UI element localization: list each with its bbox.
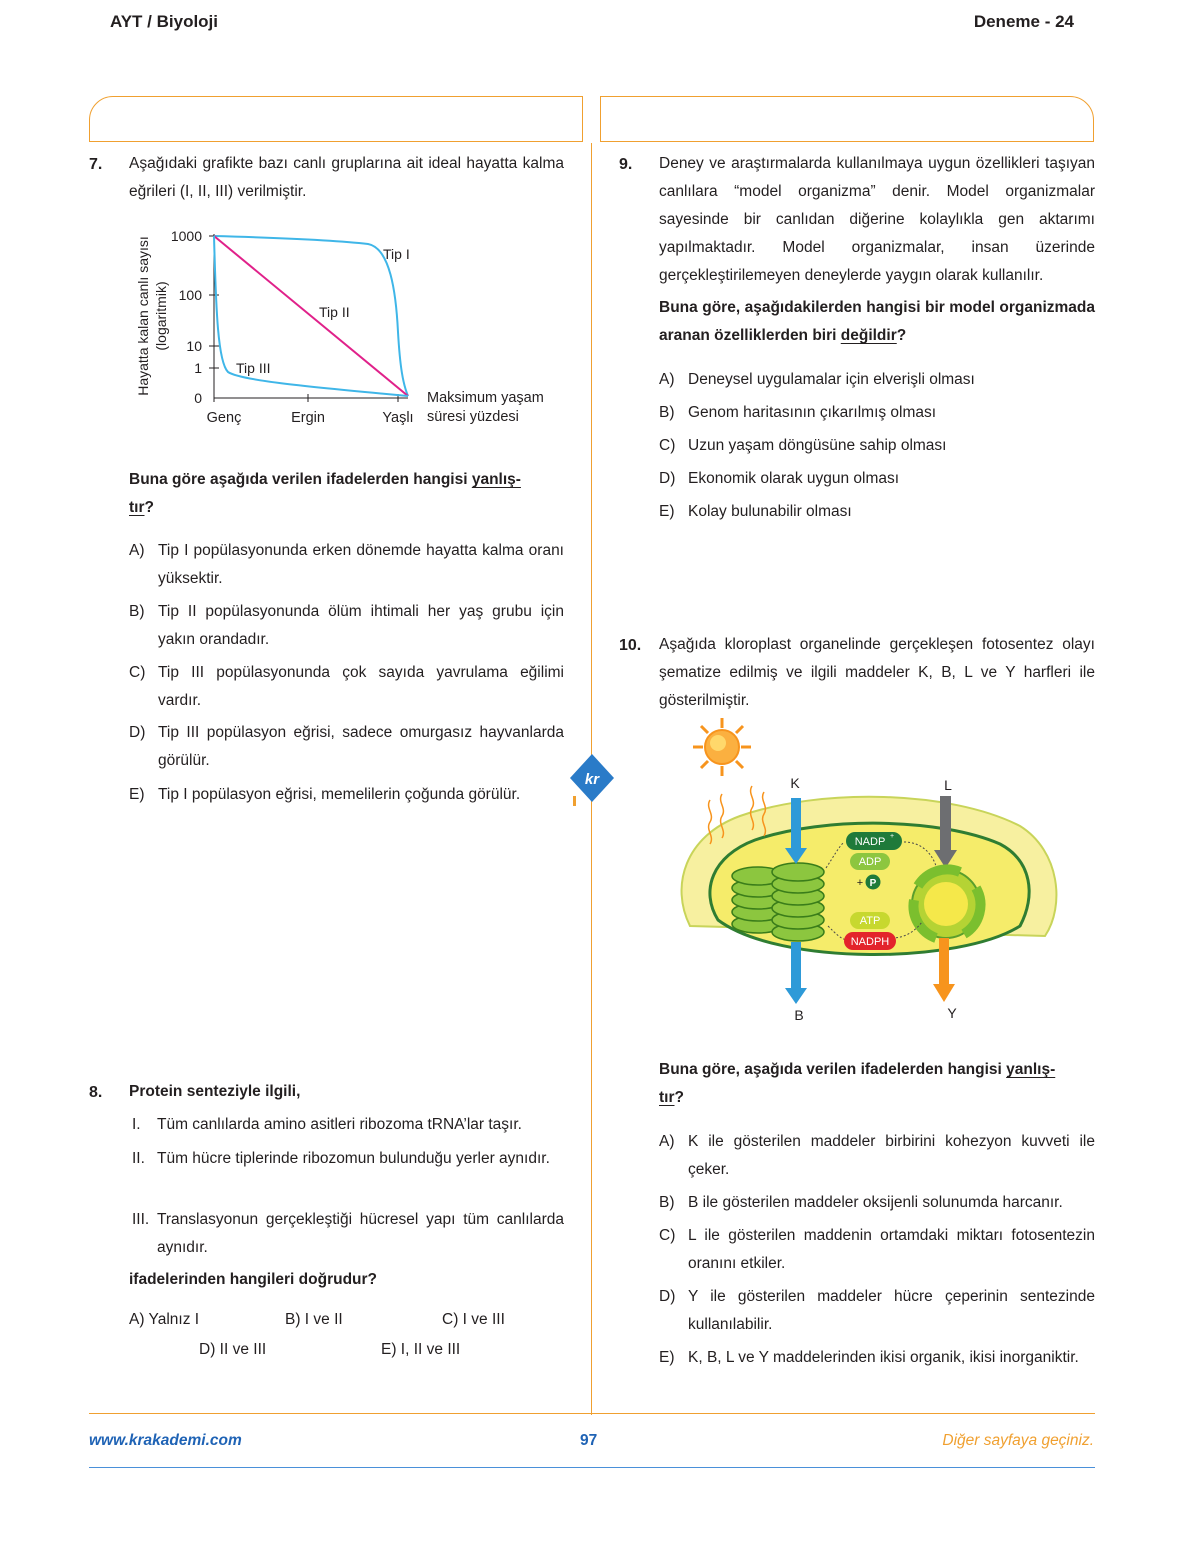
q10-question-u2: tır (659, 1089, 675, 1106)
q7-option-c-text: Tip III popülasyonunda çok sayıda yavrulama eğilimi vardır. (158, 664, 564, 709)
q7-question-pre: Buna göre aşağıda verilen ifadelerden hangisi (129, 471, 472, 488)
q7-option-a-letter: A) (129, 542, 145, 559)
q8-option-a[interactable]: A) Yalnız I (129, 1311, 200, 1328)
q8-item-1-letter: I. (132, 1116, 141, 1133)
q8-option-e[interactable]: E) I, II ve III (381, 1341, 461, 1358)
q10-option-d[interactable] (659, 1283, 1095, 1338)
grana-stack-right (772, 863, 824, 941)
y-tick-label: 100 (178, 287, 202, 303)
label-tip-3: Tip III (236, 360, 271, 376)
q7-stem: Aşağıdaki grafikte bazı canlı gruplarına ait ideal hayatta kalma eğrileri (I, II, III) verilmiştir. (129, 155, 564, 200)
q7-option-e-text: Tip I popülasyon eğrisi, memelilerin çoğunda görülür. (158, 786, 521, 803)
q10-option-a-letter: A) (659, 1133, 675, 1150)
q8-stem: Protein senteziyle ilgili, (129, 1083, 301, 1100)
q7-question-u2: tır (129, 499, 145, 516)
q10-option-a-text: K ile gösterilen maddeler birbirini kohezyon kuvveti ile çeker. (688, 1133, 1095, 1178)
q8-item-1 (132, 1111, 564, 1139)
q9-option-d[interactable] (659, 465, 1095, 493)
q8-option-c[interactable]: C) I ve III (442, 1311, 505, 1328)
q9-option-b-text: Genom haritasının çıkarılmış olması (688, 404, 937, 421)
label-k: K (790, 775, 800, 791)
q9-question-end: ? (896, 327, 907, 344)
q10-option-c-letter: C) (659, 1227, 676, 1244)
q10-question-end: ? (674, 1089, 684, 1106)
q8-option-b[interactable]: B) I ve II (285, 1311, 343, 1328)
q10-option-b-letter: B) (659, 1194, 675, 1211)
xlabel-line2: süresi yüzdesi (427, 409, 519, 425)
q7-option-e[interactable] (129, 781, 569, 809)
page-number: 97 (580, 1432, 598, 1449)
adp-label: ADP (858, 856, 882, 868)
q9-option-c-text: Uzun yaşam döngüsüne sahip olması (688, 437, 947, 454)
q9-option-e-text: Kolay bulunabilir olması (688, 503, 852, 520)
y-tick-label: 1000 (170, 228, 202, 244)
y-tick-label: 0 (194, 390, 202, 406)
q9-stem: Deney ve araştırmalarda kullanılmaya uygun özellikleri taşıyan canlılara “model organizma” denir. Model organizmalar sayesinde bir canlıdan diğerine kolaylıkla gen aktarımı yapılmaktadır. Model organizmalar, insan üzerinde gerçekleştirilemeyen deneylerde yaygın olarak kullanılır. (659, 155, 1095, 284)
q8-item-2 (132, 1145, 564, 1173)
q9-option-a-text: Deneysel uygulamalar için elverişli olması (688, 371, 975, 388)
q7-number: 7. (89, 156, 103, 173)
q8-item-1-text: Tüm canlılarda amino asitleri ribozoma tRNA’lar taşır. (157, 1116, 522, 1133)
q7-question-u1: yanlış- (471, 471, 521, 488)
q9-option-b[interactable] (659, 399, 1095, 427)
y-tick-label: 1 (194, 360, 202, 376)
survival-curve-chart (128, 222, 568, 434)
q10-number: 10. (619, 637, 642, 654)
logo-text: kr (584, 771, 600, 788)
plus-label: + (856, 877, 864, 889)
x-tick-label: Yaşlı (382, 410, 414, 426)
q9-option-a[interactable] (659, 366, 1095, 394)
q10-option-e-letter: E) (659, 1349, 675, 1366)
q9-option-d-text: Ekonomik olarak uygun olması (688, 470, 900, 487)
q8-item-2-letter: II. (132, 1150, 145, 1167)
q7-option-d[interactable] (129, 719, 564, 774)
logo-bar (573, 796, 576, 806)
exam-title: Deneme - 24 (973, 12, 1074, 31)
q10-question-pre: Buna göre, aşağıda verilen ifadelerden hangisi (659, 1061, 1007, 1078)
label-b: B (794, 1007, 804, 1023)
sun-icon (693, 718, 751, 776)
q9-option-c[interactable] (659, 432, 1095, 460)
label-l: L (944, 777, 952, 793)
nadph-label: NADPH (850, 936, 890, 948)
q8-option-d[interactable]: D) II ve III (199, 1341, 267, 1358)
footer-divider-bottom (89, 1467, 1095, 1468)
q10-option-b[interactable] (659, 1189, 1095, 1217)
q10-option-b-text: B ile gösterilen maddeler oksijenli solunumda harcanır. (688, 1194, 1063, 1211)
q7-option-c[interactable] (129, 659, 564, 714)
q7-question-end: ? (144, 499, 154, 516)
label-y: Y (947, 1005, 957, 1021)
q9-question-u: değildir (840, 327, 897, 344)
q10-option-a[interactable] (659, 1128, 1095, 1183)
q9-number: 9. (619, 156, 633, 173)
q7-option-a-text: Tip I popülasyonunda erken dönemde hayatta kalma oranı yüksektir. (158, 542, 564, 587)
p-label: P (869, 878, 877, 889)
q7-option-a[interactable] (129, 537, 564, 592)
next-page-note: Diğer sayfaya geçiniz. (942, 1432, 1094, 1449)
subject-title: AYT / Biyoloji (110, 12, 219, 31)
q7-option-b-text: Tip II popülasyonunda ölüm ihtimali her yaş grubu için yakın orandadır. (158, 603, 564, 648)
y-tick-label: 10 (186, 338, 202, 354)
label-tip-1: Tip I (383, 246, 410, 262)
q10-option-c-text: L ile gösterilen maddenin ortamdaki miktarı fotosentezin oranını etkiler. (688, 1227, 1095, 1272)
q8-number: 8. (89, 1084, 103, 1101)
q10-question (659, 1056, 1095, 1112)
footer-divider-top (89, 1413, 1095, 1414)
publisher-logo (568, 752, 616, 808)
q7-option-c-letter: C) (129, 664, 146, 681)
q8-item-3-letter: III. (132, 1211, 150, 1228)
q10-question-u1: yanlış- (1006, 1061, 1056, 1078)
q9-option-d-letter: D) (659, 470, 676, 487)
ylabel-line2: (logaritmik) (153, 281, 169, 351)
q10-option-d-text: Y ile gösterilen maddeler hücre çeperinin sentezinde kullanılabilir. (688, 1288, 1095, 1333)
q10-option-d-letter: D) (659, 1288, 676, 1305)
header-left-box (89, 96, 583, 142)
xlabel-line1: Maksimum yaşam (427, 390, 544, 406)
q7-option-b[interactable] (129, 598, 564, 653)
q10-option-e-text: K, B, L ve Y maddelerinden ikisi organik, ikisi inorganiktir. (688, 1349, 1079, 1366)
x-tick-label: Ergin (291, 410, 325, 426)
q9-question-pre: Buna göre, aşağıdakilerden hangisi bir model organizmada aranan özelliklerden biri (659, 299, 1095, 344)
calvin-cycle (912, 869, 980, 938)
footer-website[interactable]: www.krakademi.com (89, 1432, 242, 1449)
q10-stem: Aşağıda kloroplast organelinde gerçekleşen fotosentez olayı şematize edilmiş ve ilgili maddeler K, B, L ve Y harfleri ile gösterilmiştir. (659, 636, 1095, 709)
atp-label: ATP (859, 915, 881, 927)
q9-option-c-letter: C) (659, 437, 676, 454)
q9-question (659, 294, 1095, 350)
q7-question (129, 466, 564, 522)
q7-option-d-letter: D) (129, 724, 146, 741)
q8-item-3 (132, 1206, 564, 1262)
q8-item-3-text: Translasyonun gerçekleştiği hücresel yapı tüm canlılarda aynıdır. (157, 1211, 564, 1256)
arrow-b (785, 942, 807, 1004)
q7-option-b-letter: B) (129, 603, 145, 620)
q7-option-d-text: Tip III popülasyon eğrisi, sadece omurgasız hayvanlarda görülür. (158, 724, 564, 769)
q9-option-b-letter: B) (659, 404, 675, 421)
q10-option-e[interactable] (659, 1344, 1095, 1372)
q9-option-a-letter: A) (659, 371, 675, 388)
nadp-sup: + (889, 833, 895, 840)
q7-option-e-letter: E) (129, 786, 145, 803)
ylabel-line1: Hayatta kalan canlı sayısı (135, 236, 151, 396)
header-right-box (600, 96, 1094, 142)
label-tip-2: Tip II (319, 304, 350, 320)
chart-ylabel (135, 236, 169, 396)
x-tick-label: Genç (206, 410, 242, 426)
nadp-label: NADP (854, 836, 886, 848)
q9-option-e-letter: E) (659, 503, 675, 520)
q10-option-c[interactable] (659, 1222, 1095, 1277)
q8-item-2-text: Tüm hücre tiplerinde ribozomun bulunduğu yerler aynıdır. (157, 1150, 550, 1167)
chloroplast-diagram (660, 716, 1080, 1026)
q9-option-e[interactable] (659, 498, 1095, 526)
q8-question: ifadelerinden hangileri doğrudur? (129, 1271, 378, 1288)
